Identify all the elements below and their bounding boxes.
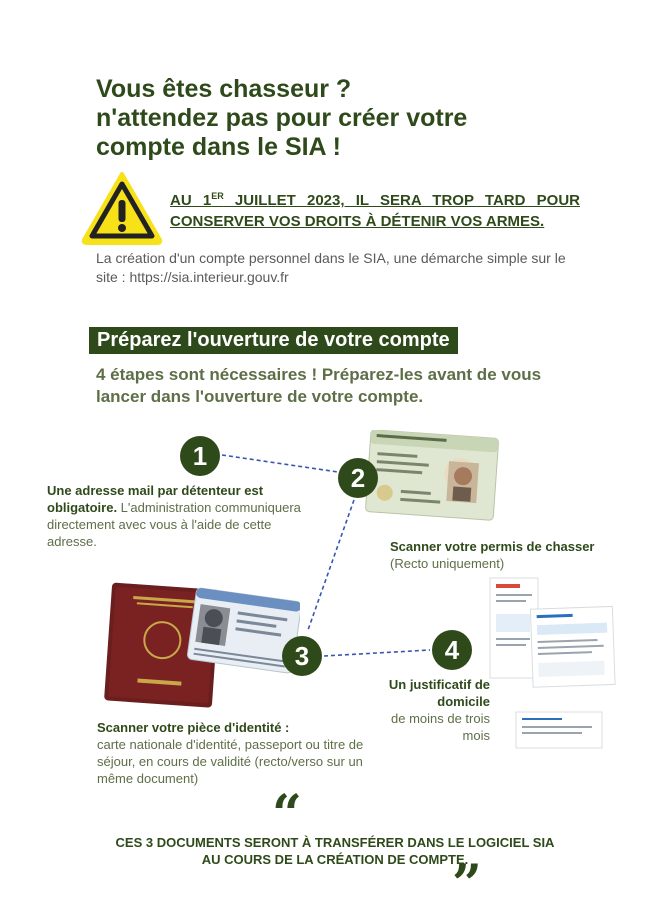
- step-2-number: 2: [338, 458, 378, 498]
- section-heading: Préparez l'ouverture de votre compte: [89, 327, 458, 354]
- step-2-regular: (Recto uniquement): [390, 556, 505, 571]
- step-4-text: [380, 676, 490, 744]
- quote-open-icon: “: [272, 784, 302, 845]
- footer-line-2: AU COURS DE LA CRÉATION DE COMPTE.: [201, 852, 469, 867]
- step-4-regular: de moins de trois mois: [391, 711, 490, 743]
- step-3-number: 3: [282, 636, 322, 676]
- proof-of-address-image: [488, 574, 618, 754]
- step-4-number: 4: [432, 630, 472, 670]
- warning-superscript: ER: [211, 191, 224, 201]
- warning-prefix: AU 1: [170, 192, 212, 209]
- footer-note: [60, 834, 610, 868]
- steps-intro: 4 étapes sont nécessaires ! Préparez-les avant de vous lancer dans l'ouverture de votre compte.: [96, 365, 542, 406]
- quote-close-icon: ”: [452, 854, 482, 911]
- step-3-regular: carte nationale d'identité, passeport ou titre de séjour, en cours de validité (recto/verso sur un même document): [97, 737, 364, 786]
- title-line-1: Vous êtes chasseur ?: [96, 75, 352, 103]
- hunting-licence-image: [362, 430, 502, 522]
- intro-text: La création d'un compte personnel dans le SIA, une démarche simple sur le site : https://sia.interieur.gouv.fr: [96, 250, 566, 285]
- footer-line-1: CES 3 DOCUMENTS SERONT À TRANSFÉRER DANS LE LOGICIEL SIA: [115, 835, 555, 850]
- identity-documents-image: [100, 580, 300, 710]
- step-1-regular: L'administration communiquera directement avec vous à l'aide de cette adresse.: [47, 500, 301, 549]
- warning-body: JUILLET 2023, IL SERA TROP TARD POUR CONSERVER VOS DROITS À DÉTENIR VOS ARMES.: [170, 192, 580, 230]
- step-4-bold: Un justificatif de domicile: [388, 677, 490, 709]
- step-2-text: [390, 538, 630, 572]
- step-2-bold: Scanner votre permis de chasser: [390, 539, 595, 554]
- step-1-text: [47, 482, 307, 550]
- title-line-2: n'attendez pas pour créer votre: [96, 104, 468, 132]
- step-3-bold: Scanner votre pièce d'identité :: [97, 720, 290, 735]
- title-line-3: compte dans le SIA !: [96, 133, 341, 161]
- step-1-bold: Une adresse mail par détenteur est obligatoire.: [47, 483, 264, 515]
- step-3-text: [97, 719, 367, 787]
- step-1-number: 1: [180, 436, 220, 476]
